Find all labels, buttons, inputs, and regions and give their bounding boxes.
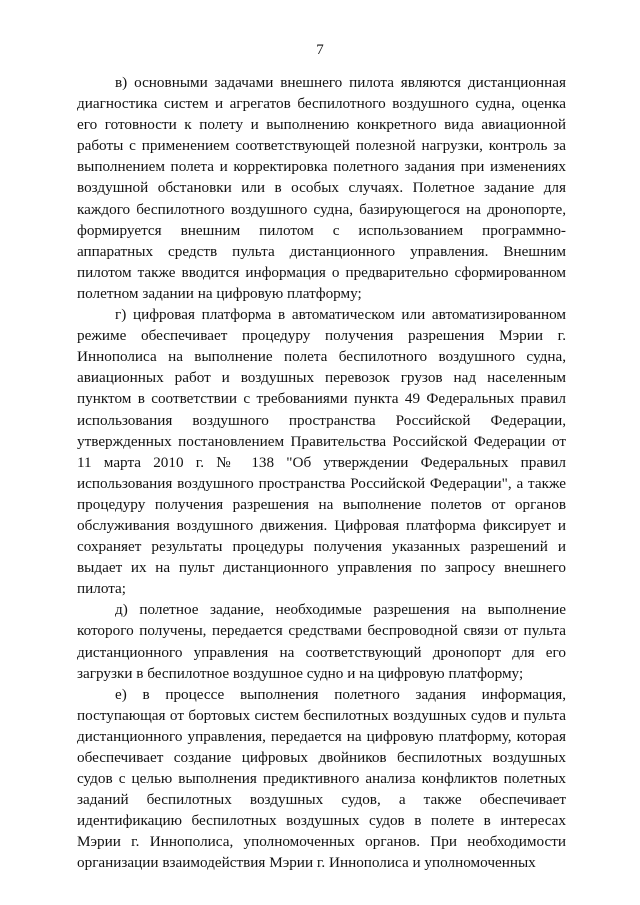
paragraph-d: д) полетное задание, необходимые разрешения на выполнение которого получены, передается средствами беспроводной связи от пульта дистанционного управления на соответствующий дронопорт для его загрузки в беспилотное воздушное судно и на цифровую платформу; (77, 601, 566, 682)
paragraph-e: е) в процессе выполнения полетного задания информация, поступающая от бортовых систем беспилотных воздушных судов и пульта дистанционного управления, передается на цифровую платформу, которая обеспечивает создание цифровых двойников беспилотных воздушных судов с целью выполнения предиктивного анализа конфликтов полетных заданий беспилотных воздушных судов, а также обеспечивает идентификацию беспилотных воздушных судов в полете в интересах Мэрии г. Иннополиса, уполномоченных органов. При необходимости организации взаимодействия Мэрии г. Иннополиса и уполномоченных (77, 685, 566, 872)
paragraph-g: г) цифровая платформа в автоматическом или автоматизированном режиме обеспечивает процедуру получения разрешения Мэрии г. Иннополиса на выполнение полета беспилотного воздушного судна, авиационных работ и воздушных перевозок грузов над населенным пунктом в соответствии с требованиями пункта 49 Федеральных правил использования воздушного пространства Российской Федерации, утвержденных постановлением Правительства Российской Федерации от 11 марта 2010 г. № 138 "Об утверждении Федеральных правил использования воздушного пространства Российской Федерации", а также процедуру получения разрешения на выполнение полетов от органов обслуживания воздушного движения. Цифровая платформа фиксирует и сохраняет результаты процедуры получения указанных разрешений и выдает их на пульт дистанционного управления по запросу внешнего пилота; (77, 306, 566, 598)
document-body (77, 72, 566, 874)
page-number: 7 (316, 42, 324, 58)
paragraph-v: в) основными задачами внешнего пилота являются дистанционная диагностика систем и агрегатов беспилотного воздушного судна, оценка его готовности к полету и выполнению конкретного вида авиационной работы с применением соответствующей полезной нагрузки, контроль за выполнением полета и корректировка полетного задания при изменениях воздушной обстановки или в особых случаях. Полетное задание для каждого беспилотного воздушного судна, базирующегося на дронопорте, формируется внешним пилотом с использованием программно-аппаратных средств пульта дистанционного управления. Внешним пилотом также вводится информация о предварительно сформированном полетном задании на цифровую платформу; (77, 74, 566, 302)
